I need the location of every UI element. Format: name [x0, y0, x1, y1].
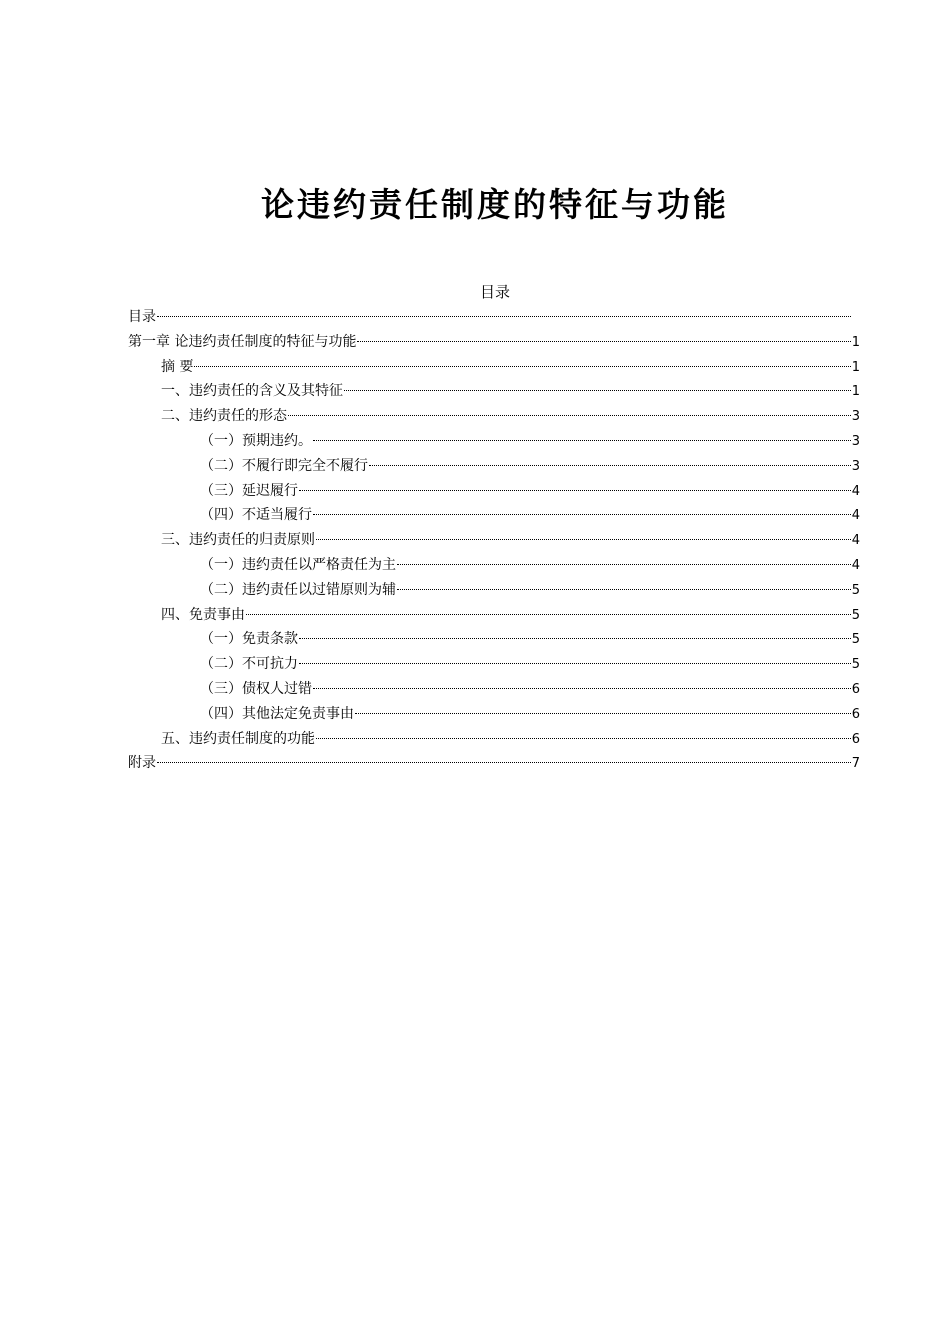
toc-entry-text: 目录 [128, 309, 156, 325]
toc-entry-text: （二）不可抗力 [200, 656, 298, 673]
toc-entry-text: （三）债权人过错 [200, 680, 312, 697]
toc-entry[interactable] [128, 751, 860, 776]
toc-page-number: 1 [851, 334, 860, 350]
toc-entry[interactable] [128, 479, 860, 504]
toc-entry[interactable] [128, 727, 860, 752]
toc-heading: 目录 [479, 283, 510, 301]
toc-page-number: 4 [851, 508, 860, 524]
toc-page-number: 3 [851, 409, 860, 425]
toc-entry-text: （二）违约责任以过错原则为辅 [200, 581, 396, 598]
table-of-contents [128, 305, 860, 776]
toc-entry-text: （三）延迟履行 [200, 482, 298, 499]
toc-entry-text: 摘 要 [161, 358, 194, 375]
toc-entry[interactable] [128, 503, 860, 528]
toc-entry[interactable] [128, 429, 860, 454]
toc-entry[interactable] [128, 305, 860, 330]
toc-entry-text: 附录 [128, 755, 156, 772]
toc-entry-text: （一）违约责任以严格责任为主 [200, 556, 396, 573]
toc-entry-text: 第一章 论违约责任制度的特征与功能 [128, 333, 357, 350]
toc-page-number: 6 [851, 706, 860, 722]
toc-dot-leader [316, 738, 851, 739]
toc-entry[interactable] [128, 677, 860, 702]
toc-dot-leader [313, 440, 851, 441]
toc-page-number: 3 [851, 458, 860, 474]
toc-entry-text: 四、免责事由 [161, 606, 245, 623]
toc-entry[interactable] [128, 528, 860, 553]
toc-page-number: 6 [851, 681, 860, 697]
toc-entry-text: （四）其他法定免责事由 [200, 705, 354, 722]
toc-page-number: 4 [851, 533, 860, 549]
toc-entry-text: 二、违约责任的形态 [161, 408, 287, 425]
toc-dot-leader [299, 663, 851, 664]
toc-dot-leader [369, 465, 851, 466]
toc-entry[interactable] [128, 379, 860, 404]
toc-page-number: 7 [851, 756, 860, 772]
toc-entry[interactable] [128, 578, 860, 603]
toc-dot-leader [299, 638, 851, 639]
toc-entry[interactable] [128, 553, 860, 578]
toc-entry[interactable] [128, 355, 860, 380]
toc-entry[interactable] [128, 454, 860, 479]
toc-dot-leader [313, 514, 851, 515]
toc-page-number: 6 [851, 731, 860, 747]
toc-dot-leader [246, 614, 851, 615]
toc-dot-leader [299, 490, 851, 491]
toc-dot-leader [355, 713, 851, 714]
toc-page-number: 5 [851, 607, 860, 623]
toc-page-number: 4 [851, 557, 860, 573]
toc-entry[interactable] [128, 652, 860, 677]
toc-dot-leader [344, 390, 851, 391]
toc-entry-text: 一、违约责任的含义及其特征 [161, 383, 343, 400]
toc-dot-leader [194, 366, 850, 367]
toc-dot-leader [313, 688, 851, 689]
toc-page-number: 1 [851, 359, 860, 375]
toc-dot-leader [357, 341, 850, 342]
toc-entry-text: 五、违约责任制度的功能 [161, 730, 315, 747]
toc-page-number: 5 [851, 632, 860, 648]
toc-page-number: 4 [851, 483, 860, 499]
toc-page-number: 3 [851, 433, 860, 449]
toc-entry-text: （四）不适当履行 [200, 507, 312, 524]
toc-page-number: 1 [851, 384, 860, 400]
toc-page-number: 5 [851, 657, 860, 673]
document-title: 论违约责任制度的特征与功能 [261, 185, 729, 224]
toc-dot-leader [157, 316, 851, 317]
toc-dot-leader [157, 762, 851, 763]
toc-entry-text: 三、违约责任的归责原则 [161, 532, 315, 549]
toc-dot-leader [397, 564, 851, 565]
toc-entry[interactable] [128, 603, 860, 628]
toc-entry-text: （一）预期违约。 [200, 432, 312, 449]
toc-entry-text: （一）免责条款 [200, 631, 298, 648]
toc-entry-text: （二）不履行即完全不履行 [200, 457, 368, 474]
toc-entry[interactable] [128, 702, 860, 727]
toc-dot-leader [316, 539, 851, 540]
toc-page-number: 5 [851, 582, 860, 598]
toc-entry[interactable] [128, 330, 860, 355]
toc-dot-leader [397, 589, 851, 590]
toc-entry[interactable] [128, 627, 860, 652]
toc-entry[interactable] [128, 404, 860, 429]
toc-dot-leader [288, 415, 851, 416]
